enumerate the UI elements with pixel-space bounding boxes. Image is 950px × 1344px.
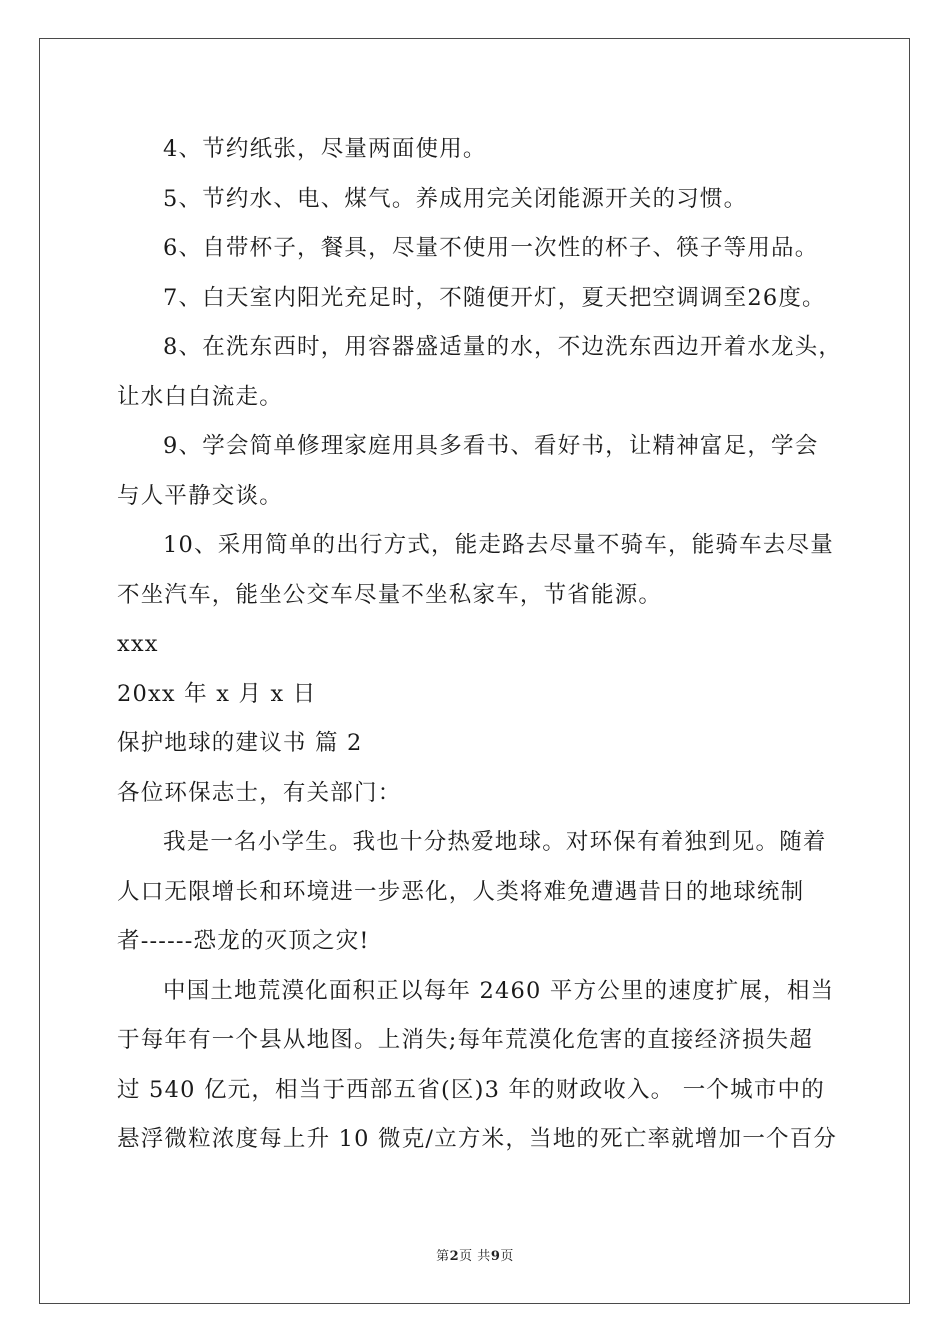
text-line: 不坐汽车，能坐公交车尽量不坐私家车，节省能源。 [117, 581, 663, 608]
text-line: 7、白天室内阳光充足时，不随便开灯，夏天把空调调至26度。 [163, 284, 826, 311]
text-line: 让水白白流走。 [117, 383, 283, 410]
footer-page-number: 2 [449, 1249, 460, 1264]
footer-suffix: 页 [500, 1249, 514, 1264]
text-line: 9、学会简单修理家庭用具多看书、看好书，让精神富足，学会 [163, 433, 819, 459]
text-line: 10、采用简单的出行方式，能走路去尽量不骑车，能骑车去尽量 [163, 532, 834, 558]
text-line: 于每年有一个县从地图。上消失;每年荒漠化危害的直接经济损失超 [117, 1027, 814, 1053]
page-footer [0, 1245, 950, 1264]
text-line: 5、节约水、电、煤气。养成用完关闭能源开关的习惯。 [163, 185, 748, 212]
text-line: 中国土地荒漠化面积正以每年 2460 平方公里的速度扩展，相当 [163, 977, 835, 1004]
text-line: 过 540 亿元，相当于西部五省(区)3 年的财政收入。 一个城市中的 [117, 1076, 825, 1103]
salutation: 各位环保志士，有关部门： [117, 779, 402, 806]
text-line: 4、节约纸张，尽量两面使用。 [163, 136, 487, 162]
footer-middle: 页 共 [459, 1249, 491, 1264]
text-line: 8、在洗东西时，用容器盛适量的水，不边洗东西边开着水龙头， [163, 334, 843, 360]
text-line: 者------恐龙的灭顶之灾! [117, 928, 370, 954]
signature-date: 20xx 年 x 月 x 日 [117, 680, 317, 707]
text-line: 悬浮微粒浓度每上升 10 微克/立方米，当地的死亡率就增加一个百分 [117, 1126, 838, 1152]
document-body [117, 125, 843, 1165]
footer-total-pages: 9 [490, 1249, 501, 1264]
text-line: 我是一名小学生。我也十分热爱地球。对环保有着独到见。随着 [163, 829, 827, 855]
section-title: 保护地球的建议书 篇 2 [117, 730, 363, 756]
text-line: 人口无限增长和环境进一步恶化，人类将难免遭遇昔日的地球统制 [117, 878, 805, 905]
footer-prefix: 第 [436, 1249, 450, 1264]
text-line: 与人平静交谈。 [117, 482, 283, 509]
signature-name: xxx [117, 631, 159, 657]
text-line: 6、自带杯子，餐具，尽量不使用一次性的杯子、筷子等用品。 [163, 235, 819, 261]
